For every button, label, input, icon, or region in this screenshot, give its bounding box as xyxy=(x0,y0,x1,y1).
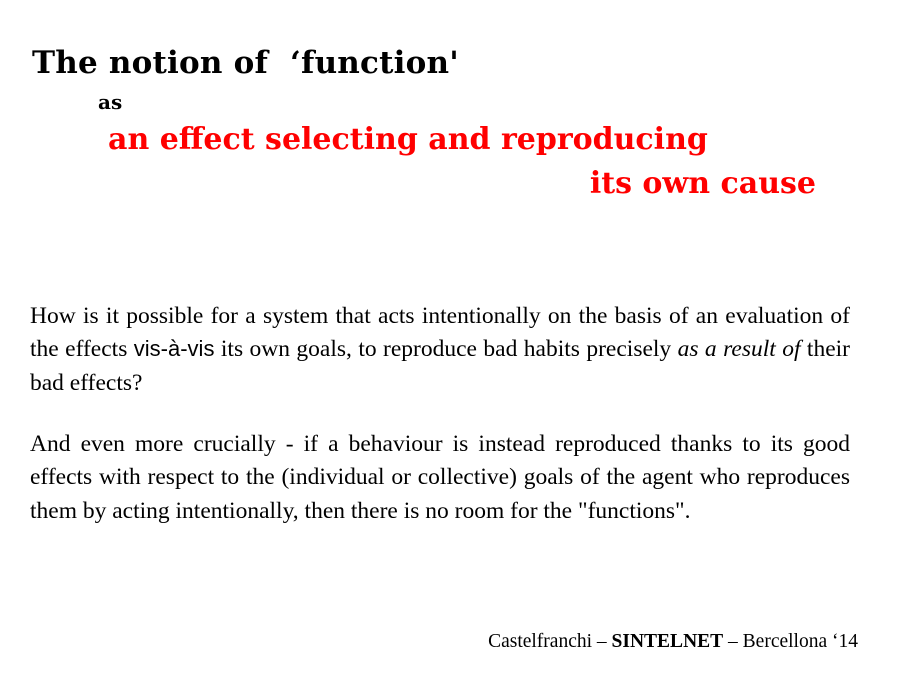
body-paragraph-2: And even more crucially - if a behaviour is instead reproduced thanks to its good effects with respect to the (individual or collective) goals of the agent who reproduces them by acting intentionally, then there is no room for the "functions". xyxy=(30,431,850,524)
paragraph-1-part-1: How is it possible for a system that acts intentionally on the basis of an evaluation of the effects xyxy=(30,303,850,363)
footer-event: SINTELNET xyxy=(611,631,724,652)
slide-body xyxy=(30,300,850,528)
slide-footer xyxy=(488,631,858,653)
title-line-connector: as xyxy=(98,89,123,114)
title-line-accent-second: its own cause xyxy=(589,166,816,202)
slide-title-block xyxy=(0,46,900,202)
body-paragraph-1 xyxy=(30,300,850,400)
footer-author: Castelfranchi – xyxy=(488,631,612,652)
paragraph-1-part-3: their bad effects? xyxy=(30,336,850,396)
title-line-accent-first: an effect selecting and reproducing xyxy=(108,121,708,157)
paragraph-1-emphasis-sans: vis-à-vis xyxy=(133,336,215,362)
footer-location: – Bercellona ‘14 xyxy=(723,631,858,652)
paragraph-1-emphasis-italic: as a result of xyxy=(677,336,801,363)
title-line-primary: The notion of ‘function' xyxy=(32,45,459,81)
paragraph-1-part-2: its own goals, to reproduce bad habits precisely xyxy=(214,336,678,363)
